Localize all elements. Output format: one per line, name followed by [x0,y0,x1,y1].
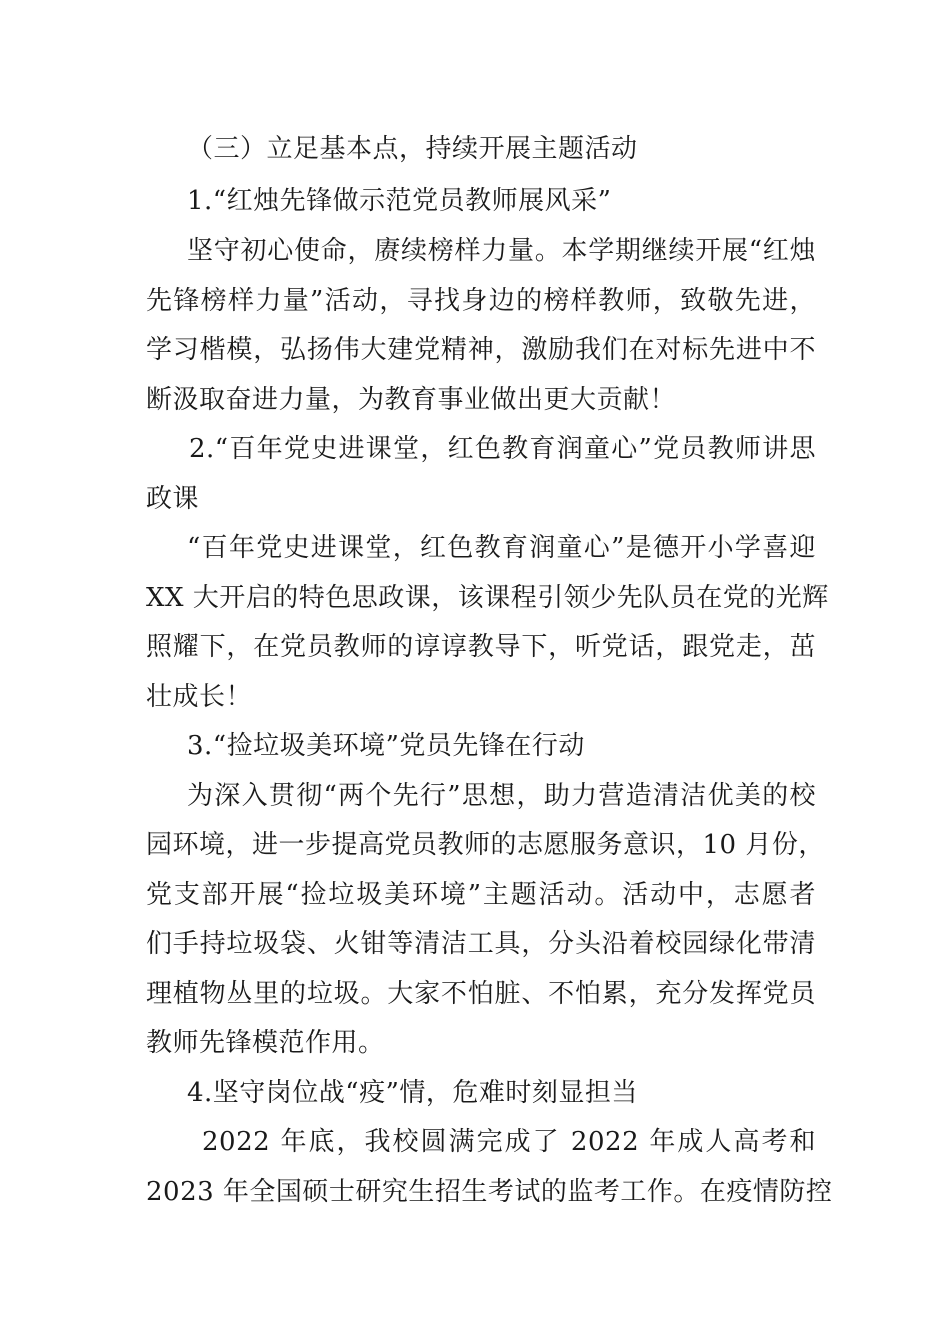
item1-line-2: 先锋榜样力量”活动，寻找身边的榜样教师，致敬先进， [146,286,816,316]
item3-heading: 3.“捡垃圾美环境”党员先锋在行动 [187,731,585,761]
item2-line-1: “百年党史进课堂，红色教育润童心”是德开小学喜迎 [187,533,816,563]
item2-heading-line-2: 政课 [146,484,200,514]
item4-heading: 4.坚守岗位战“疫”情，危难时刻显担当 [187,1078,638,1108]
item2-line-4: 壮成长！ [146,682,253,712]
item2-heading-line-1: 2.“百年党史进课堂，红色教育润童心”党员教师讲思 [189,434,816,464]
item3-line-2: 园环境，进一步提高党员教师的志愿服务意识，10 月份， [146,830,825,860]
item1-heading: 1.“红烛先锋做示范党员教师展风采” [187,186,612,216]
item1-line-3: 学习楷模，弘扬伟大建党精神，激励我们在对标先进中不 [146,335,816,365]
item2-line-3: 照耀下，在党员教师的谆谆教导下，听党话，跟党走，茁 [146,632,816,662]
item3-line-1: 为深入贯彻“两个先行”思想，助力营造清洁优美的校 [187,781,816,811]
item4-line-1: 2022 年底，我校圆满完成了 2022 年成人高考和 [202,1127,816,1157]
item1-line-4: 断汲取奋进力量，为教育事业做出更大贡献！ [146,385,677,415]
item1-line-1: 坚守初心使命，赓续榜样力量。本学期继续开展“红烛 [187,236,816,266]
item3-line-5: 理植物丛里的垃圾。大家不怕脏、不怕累，充分发挥党员 [146,979,816,1009]
section-heading: （三）立足基本点，持续开展主题活动 [187,134,638,164]
item2-line-2: XX 大开启的特色思政课，该课程引领少先队员在党的光辉 [146,583,829,613]
item4-line-2: 2023 年全国硕士研究生招生考试的监考工作。在疫情防控 [146,1177,833,1207]
item3-line-6: 教师先锋模范作用。 [146,1028,385,1058]
item3-line-3: 党支部开展“捡垃圾美环境”主题活动。活动中，志愿者 [146,880,816,910]
item3-line-4: 们手持垃圾袋、火钳等清洁工具，分头沿着校园绿化带清 [146,929,816,959]
